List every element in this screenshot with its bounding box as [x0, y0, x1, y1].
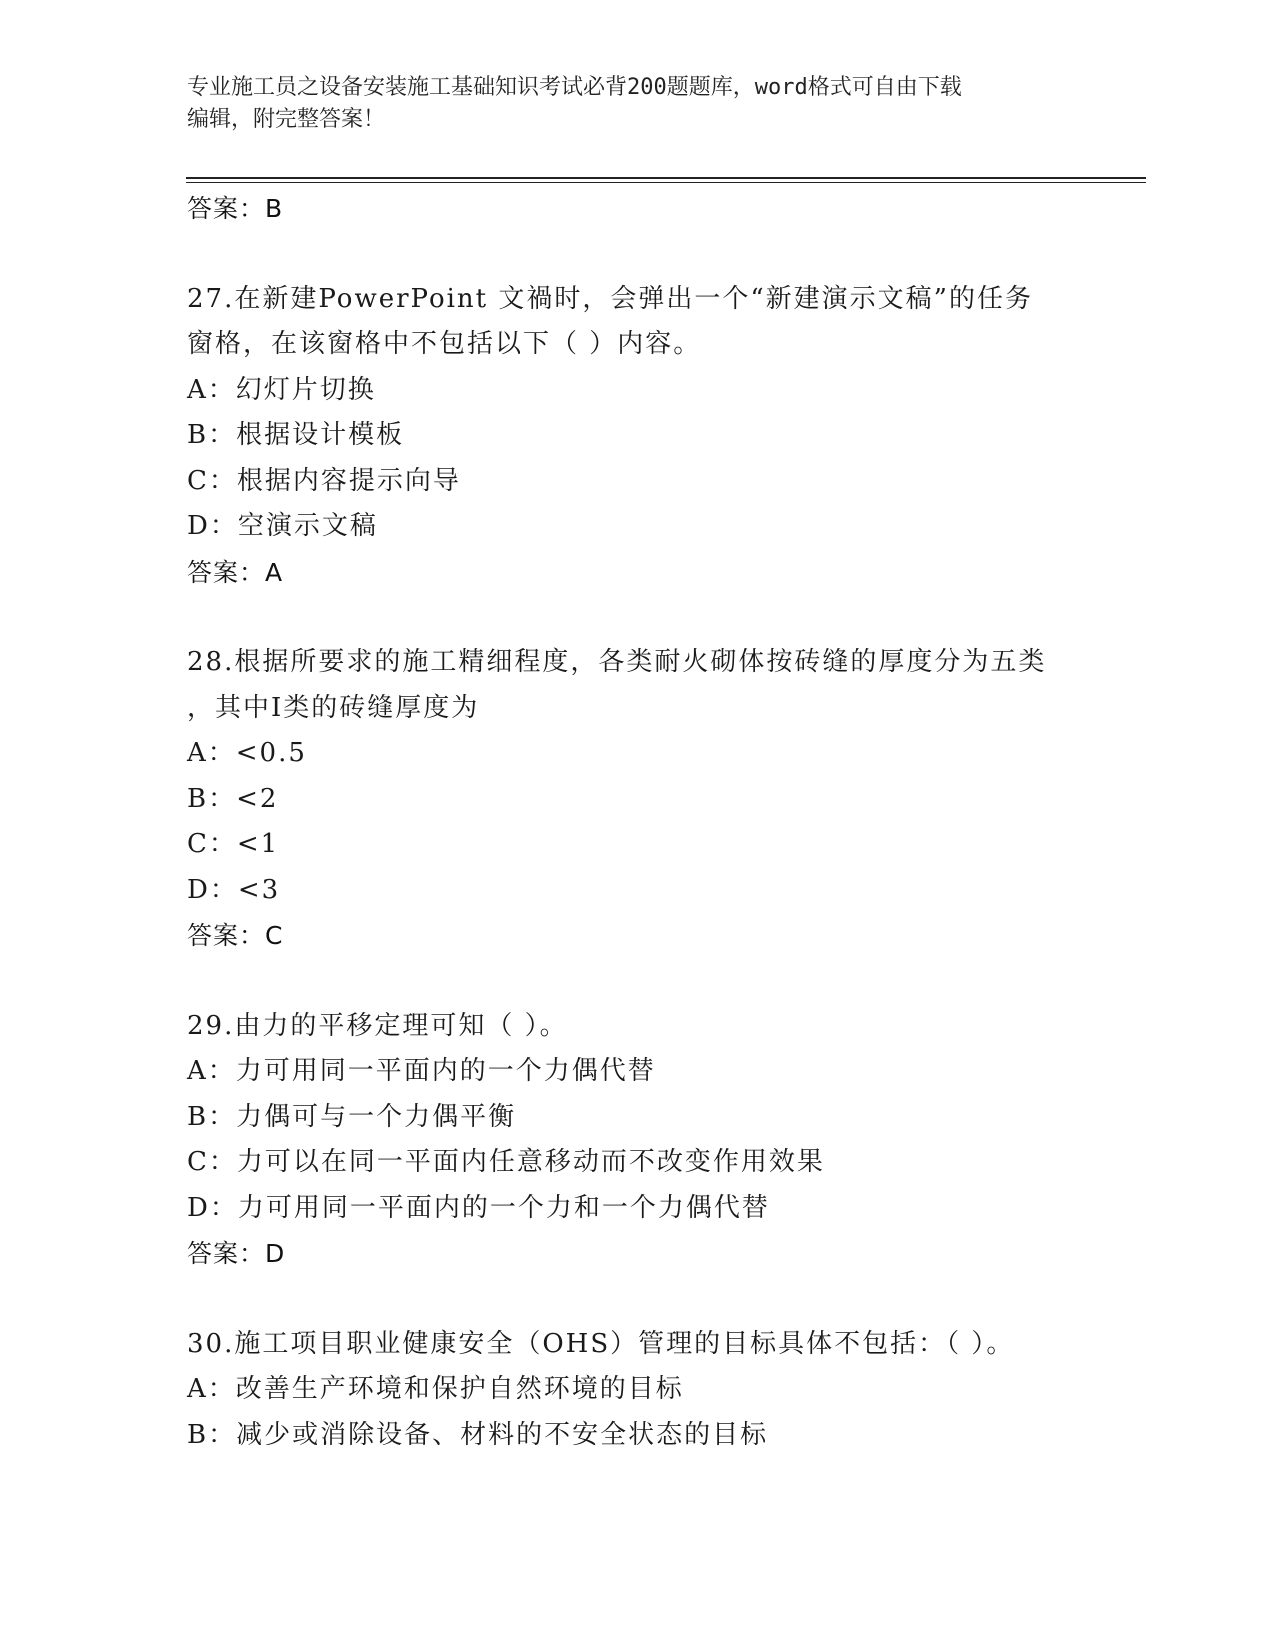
- option-b: B：<2: [187, 783, 279, 814]
- option-a: A：<0.5: [187, 738, 307, 768]
- question-stem-line: 30.施工项目职业健康安全（OHS）管理的目标具体不包括：（ ）。: [187, 1328, 1015, 1359]
- question-stem-line: ，其中Ⅰ类的砖缝厚度为: [187, 692, 480, 723]
- question-stem-line: 28.根据所要求的施工精细程度，各类耐火砌体按砖缝的厚度分为五类: [187, 647, 1047, 677]
- option-b: B：力偶可与一个力偶平衡: [187, 1101, 517, 1132]
- question-stem-line: 窗格，在该窗格中不包括以下（ ）内容。: [187, 329, 702, 359]
- question-stem-line: 27.在新建PowerPoint 文禍时，会弹出一个“新建演示文稿”的任务: [187, 283, 1033, 314]
- document-header: [187, 72, 1087, 136]
- question-28: [187, 640, 1087, 959]
- header-line-2: 编辑，附完整答案！: [187, 107, 386, 132]
- answer-29: 答案：D: [187, 1239, 286, 1268]
- header-divider-thick: [186, 177, 1146, 179]
- option-c: C：<1: [187, 829, 280, 859]
- answer-28: 答案：C: [187, 921, 284, 950]
- option-d: D：<3: [187, 874, 281, 905]
- option-c: C：根据内容提示向导: [187, 465, 461, 496]
- option-b: B：减少或消除设备、材料的不安全状态的目标: [187, 1419, 769, 1450]
- option-d: D：空演示文稿: [187, 511, 378, 541]
- option-a: A：幻灯片切换: [187, 374, 376, 405]
- option-a: A：力可用同一平面内的一个力偶代替: [187, 1056, 656, 1086]
- question-list: [187, 186, 1087, 1458]
- question-30: [187, 1322, 1087, 1459]
- question-stem-line: 29.由力的平移定理可知（ ）。: [187, 1010, 568, 1041]
- answer-27: 答案：A: [187, 557, 284, 587]
- option-b: B：根据设计模板: [187, 420, 405, 450]
- option-c: C：力可以在同一平面内任意移动而不改变作用效果: [187, 1147, 825, 1177]
- header-divider-thin: [186, 182, 1146, 183]
- question-26-tail: [187, 186, 1087, 232]
- header-line-1: 专业施工员之设备安装施工基础知识考试必背200题题库，word格式可自由下载: [187, 75, 962, 100]
- option-a: A：改善生产环境和保护自然环境的目标: [187, 1374, 684, 1404]
- answer-26: 答案：B: [187, 194, 284, 223]
- option-d: D：力可用同一平面内的一个力和一个力偶代替: [187, 1192, 770, 1223]
- question-27: [187, 277, 1087, 596]
- question-29: [187, 1004, 1087, 1277]
